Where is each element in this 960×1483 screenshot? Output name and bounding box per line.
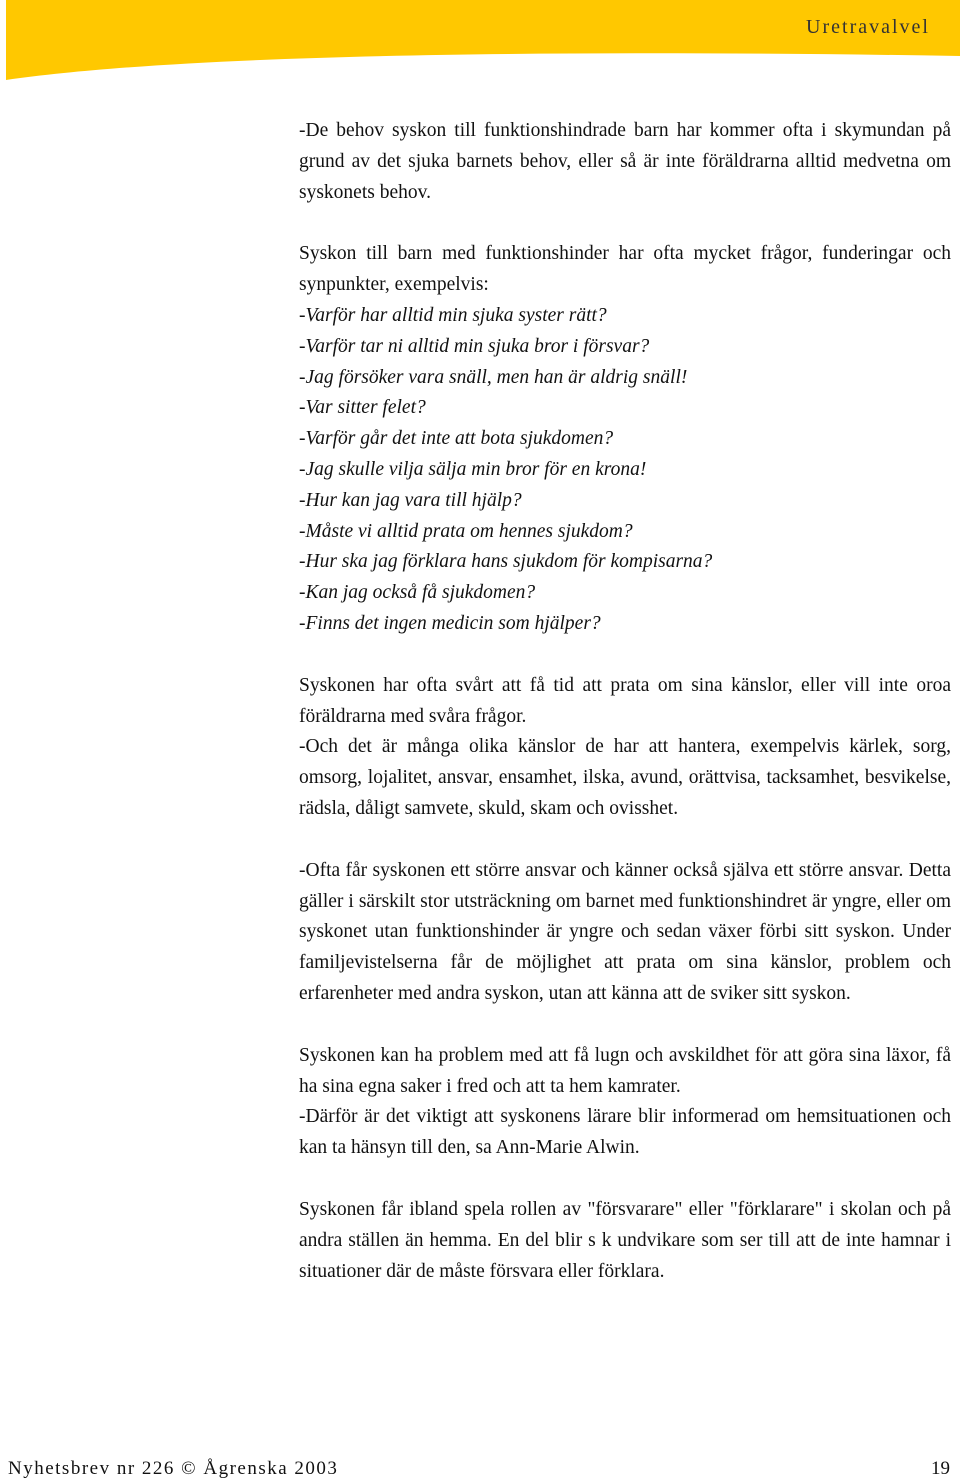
paragraph-5b: -Därför är det viktigt att syskonens lärare blir informerad om hemsituationen och kan ta hänsyn till den, sa Ann-Marie Alwin. <box>299 1106 951 1159</box>
question-item: -Hur ska jag förklara hans sjukdom för kompisarna? <box>299 551 713 573</box>
section-label: Uretravalvel <box>806 16 930 38</box>
paragraph-2-intro: Syskon till barn med funktionshinder har ofta mycket frågor, funderingar och synpunkter, exempelvis: <box>299 243 951 296</box>
paragraph-4: -Ofta får syskonen ett större ansvar och känner också själva ett större ansvar. Detta gäller i särskilt stor utsträckning om barnet med funktionshindret är yngre, eller om syskonet utan funktionshinder är yngre och sedan växer förbi sitt syskon. Under familjevistelserna får de möjlighet att prata om sina känslor, problem och erfarenheter med andra syskon, utan att känna att de sviker sitt syskon. <box>299 859 951 1004</box>
paragraph-5a: Syskonen kan ha problem med att få lugn och avskildhet för att göra sina läxor, få ha sina egna saker i fred och att ta hem kamrater. <box>299 1044 951 1097</box>
header-band <box>0 0 960 90</box>
question-item: -Jag skulle vilja sälja min bror för en krona! <box>299 458 647 480</box>
question-item: -Varför har alltid min sjuka syster rätt? <box>299 304 607 326</box>
paragraph-1: -De behov syskon till funktionshindrade barn har kommer ofta i skymundan på grund av det sjuka barnets behov, eller så är inte föräldrarna alltid medvetna om syskonets behov. <box>299 120 951 203</box>
question-item: -Var sitter felet? <box>299 397 426 419</box>
question-item: -Jag försöker vara snäll, men han är aldrig snäll! <box>299 366 688 388</box>
header-swoosh <box>0 0 960 90</box>
paragraph-3a: Syskonen har ofta svårt att få tid att prata om sina känslor, eller vill inte oroa föräldrarna med svåra frågor. <box>299 674 951 727</box>
question-item: -Kan jag också få sjukdomen? <box>299 582 536 604</box>
footer-publication: Nyhetsbrev nr 226 © Ågrenska 2003 <box>8 1458 339 1479</box>
question-list <box>299 301 951 640</box>
question-item: -Finns det ingen medicin som hjälper? <box>299 612 601 634</box>
paragraph-3b: -Och det är många olika känslor de har att hantera, exempelvis kärlek, sorg, omsorg, lojalitet, ansvar, ensamhet, ilska, avund, orättvisa, tacksamhet, besvikelse, rädsla, dåligt samvete, skuld, skam och ovisshet. <box>299 736 951 819</box>
page-number: 19 <box>931 1458 950 1479</box>
article-body <box>299 116 951 1287</box>
question-item: -Hur kan jag vara till hjälp? <box>299 489 522 511</box>
question-item: -Måste vi alltid prata om hennes sjukdom? <box>299 520 633 542</box>
paragraph-6: Syskonen får ibland spela rollen av "försvarare" eller "förklarare" i skolan och på andra ställen än hemma. En del blir s k undvikare som ser till att de inte hamnar i situationer där de måste försvara eller förklara. <box>299 1198 951 1282</box>
question-item: -Varför tar ni alltid min sjuka bror i försvar? <box>299 335 650 357</box>
question-item: -Varför går det inte att bota sjukdomen? <box>299 428 614 450</box>
